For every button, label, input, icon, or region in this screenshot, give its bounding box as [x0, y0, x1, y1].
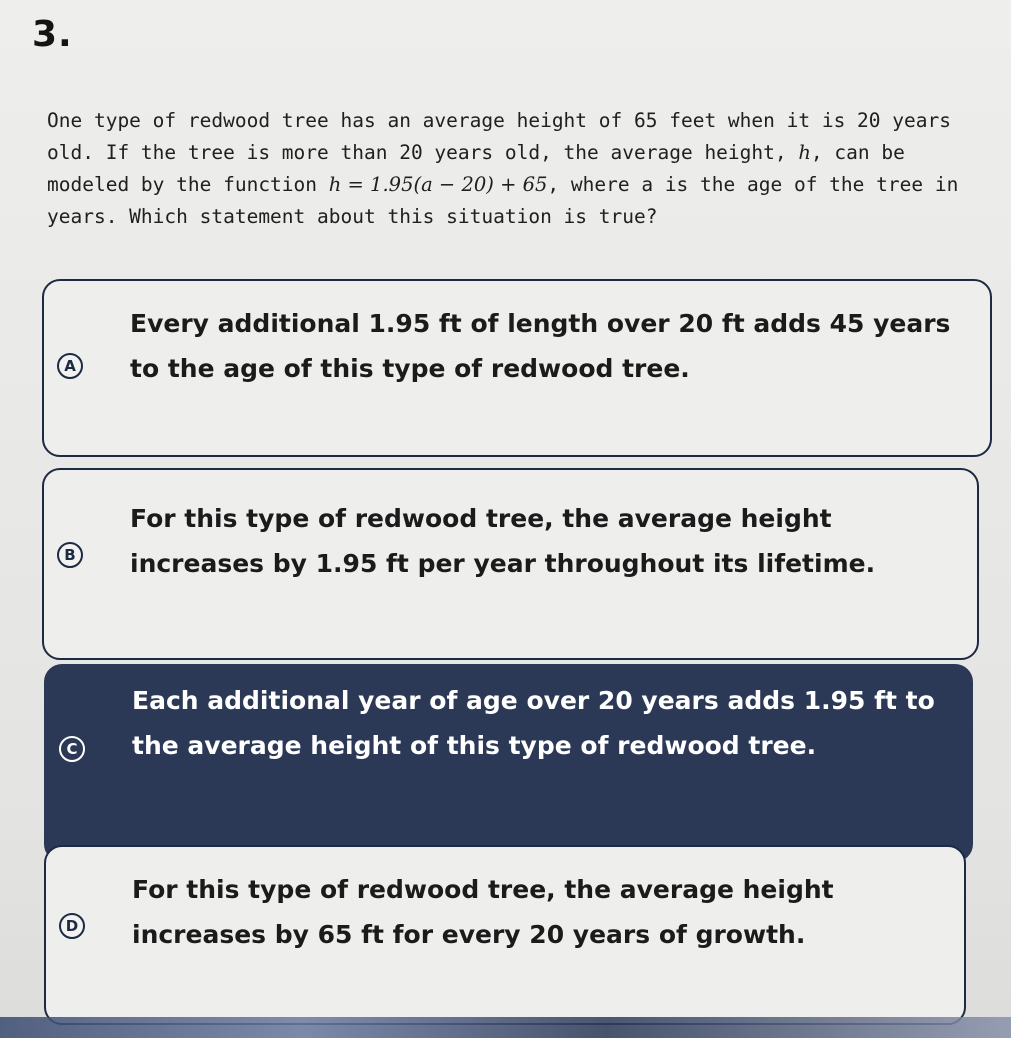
choice-b[interactable] — [42, 468, 979, 660]
choice-c-text: Each additional year of age over 20 years adds 1.95 ft to the average height of this type of redwood tree. — [132, 686, 935, 760]
choice-b-text: For this type of redwood tree, the average height increases by 1.95 ft per year throughout its lifetime. — [130, 504, 876, 578]
question-stem — [47, 105, 982, 233]
choice-c-letter-badge: C — [59, 736, 85, 762]
choice-d[interactable] — [44, 845, 966, 1025]
stem-text-mid: , can be modeled by the function — [47, 141, 905, 196]
choice-b-letter-badge: B — [57, 542, 83, 568]
choice-a[interactable] — [42, 279, 992, 457]
choice-a-text: Every additional 1.95 ft of length over 20 ft adds 45 years to the age of this type of redwood tree. — [130, 309, 951, 383]
stem-text-end: , where a is the age of the tree in years. Which statement about this situation is true? — [47, 173, 959, 228]
question-number: 3. — [32, 14, 73, 55]
stem-equation: h = 1.95(a − 20) + 65 — [328, 173, 548, 196]
screen-bottom-edge — [0, 1017, 1011, 1038]
choice-a-letter-badge: A — [57, 353, 83, 379]
choice-d-letter-badge: D — [59, 913, 85, 939]
stem-text-start: One type of redwood tree has an average height of 65 feet when it is 20 years old. If the tree is more than 20 years old, the average height, — [47, 109, 951, 164]
choice-c[interactable] — [44, 664, 973, 862]
stem-variable-h: h — [798, 141, 811, 164]
choice-d-text: For this type of redwood tree, the average height increases by 65 ft for every 20 years of growth. — [132, 875, 834, 949]
